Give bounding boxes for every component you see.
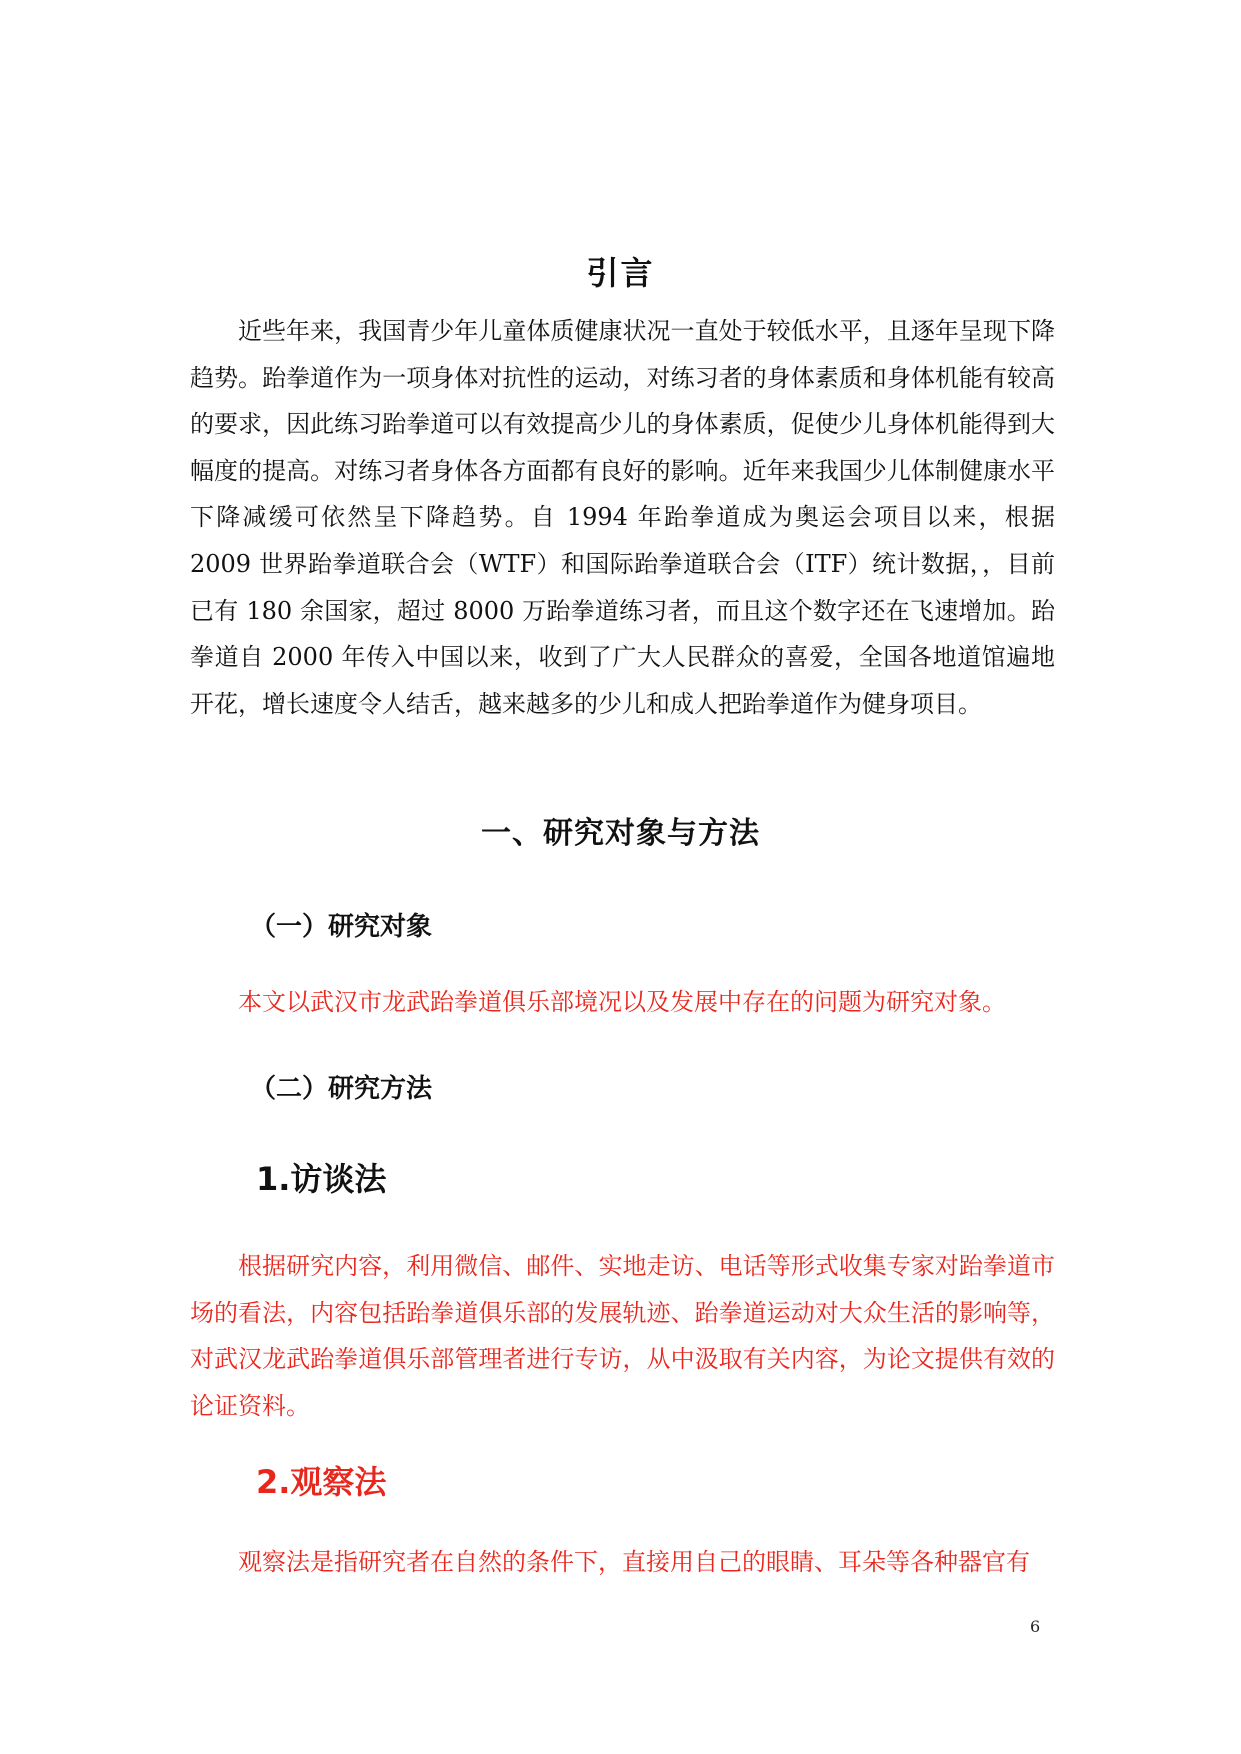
page-number: 6 [1030,1617,1041,1636]
subsection-heading-research-methods: （二）研究方法 [250,1074,433,1104]
subsection-heading-research-subject: （一）研究对象 [250,912,433,942]
interview-method-paragraph: 根据研究内容，利用微信、邮件、实地走访、电话等形式收集专家对跆拳道市场的看法，内容包括跆拳道俱乐部的发展轨迹、跆拳道运动对大众生活的影响等，对武汉龙武跆拳道俱乐部管理者进行专访，从中汲取有关内容，为论文提供有效的论证资料。 [190,1252,1055,1420]
observation-method-paragraph: 观察法是指研究者在自然的条件下，直接用自己的眼睛、耳朵等各种器官有 [238,1548,1030,1576]
research-subject-paragraph: 本文以武汉市龙武跆拳道俱乐部境况以及发展中存在的问题为研究对象。 [238,988,1006,1016]
section-heading-research-subjects-methods: 一、研究对象与方法 [481,816,760,851]
method-heading-interview: 1.访谈法 [256,1160,387,1198]
method-heading-observation: 2.观察法 [256,1463,387,1501]
intro-paragraph: 近些年来，我国青少年儿童体质健康状况一直处于较低水平，且逐年呈现下降趋势。跆拳道作为一项身体对抗性的运动，对练习者的身体素质和身体机能有较高的要求，因此练习跆拳道可以有效提高少儿的身体素质，促使少儿身体机能得到大幅度的提高。对练习者身体各方面都有良好的影响。近年来我国少儿体制健康水平下降减缓可依然呈下降趋势。自 1994 年跆拳道成为奥运会项目以来，根据 2009 世界跆拳道联合会（WTF）和国际跆拳道联合会（ITF）统计数据，，目前已有 180 余国家，超过 8000 万跆拳道练习者，而且这个数字还在飞速增加。跆拳道自 2000 年传入中国以来，收到了广大人民群众的喜爱，全国各地道馆遍地开花，增长速度令人结舌，越来越多的少儿和成人把跆拳道作为健身项目。 [190,317,1055,718]
document-title: 引言 [586,254,655,292]
